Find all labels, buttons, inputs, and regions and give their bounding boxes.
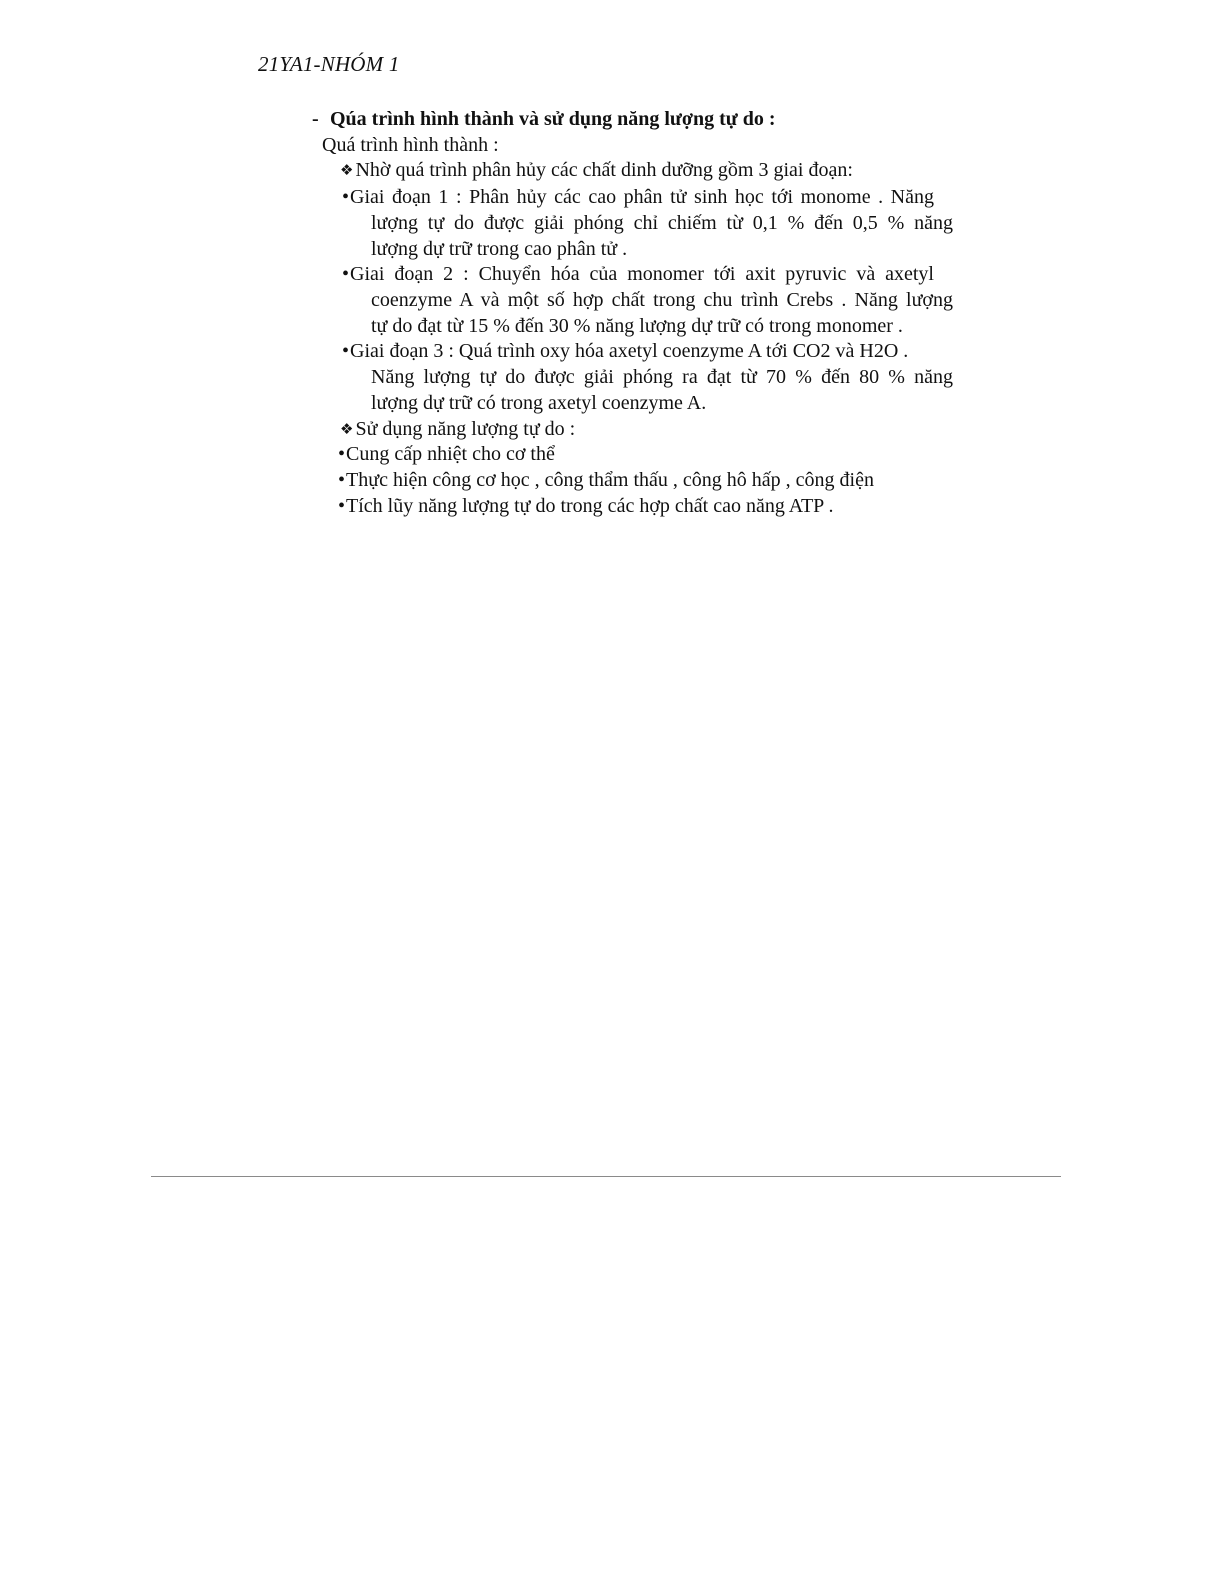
bullet-dot-icon: • [338, 495, 346, 517]
stage-3-text-1: Giai đoạn 3 : Quá trình oxy hóa axetyl coenzyme A tới CO2 và H2O . [350, 340, 909, 362]
bullet-dot-icon: • [342, 263, 350, 285]
formation-intro [340, 157, 853, 184]
bullet-dot-icon: • [338, 469, 346, 491]
stage-1-line-1 [342, 184, 934, 210]
stage-2-text-1: Giai đoạn 2 : Chuyển hóa của monomer tới axit pyruvic và axetyl [350, 263, 934, 285]
formation-intro-text: Nhờ quá trình phân hủy các chất dinh dưỡng gồm 3 giai đoạn: [355, 159, 853, 181]
diamond-bullet-icon: ❖ [340, 420, 354, 438]
page-break-divider [151, 1176, 1061, 1177]
page-header: 21YA1-NHÓM 1 [258, 52, 400, 76]
stage-3-line-3: lượng dự trữ có trong axetyl coenzyme A. [371, 392, 707, 414]
usage-item-1-text: Cung cấp nhiệt cho cơ thể [346, 443, 555, 465]
bullet-dot-icon: • [342, 340, 350, 362]
usage-intro [340, 416, 575, 443]
section-title-text: Qúa trình hình thành và sử dụng năng lượng tự do : [330, 108, 776, 130]
stage-2-line-1 [342, 261, 934, 287]
stage-3-line-1 [342, 338, 908, 364]
stage-3-line-2: Năng lượng tự do được giải phóng ra đạt từ 70 % đến 80 % năng [371, 366, 953, 388]
stage-2-line-3: tự do đạt từ 15 % đến 30 % năng lượng dự trữ có trong monomer . [371, 315, 903, 337]
diamond-bullet-icon: ❖ [340, 161, 354, 179]
usage-intro-text: Sử dụng năng lượng tự do : [355, 418, 576, 440]
usage-item-2 [338, 467, 874, 493]
usage-item-3-text: Tích lũy năng lượng tự do trong các hợp chất cao năng ATP . [346, 495, 834, 517]
bullet-dot-icon: • [342, 186, 350, 208]
stage-1-text-1: Giai đoạn 1 : Phân hủy các cao phân tử sinh học tới monome . Năng [350, 186, 934, 208]
stage-1-line-3: lượng dự trữ trong cao phân tử . [371, 238, 628, 260]
usage-item-2-text: Thực hiện công cơ học , công thẩm thấu , công hô hấp , công điện [346, 469, 874, 491]
usage-item-3 [338, 493, 834, 519]
usage-item-1 [338, 441, 555, 467]
stage-1-line-2: lượng tự do được giải phóng chỉ chiếm từ 0,1 % đến 0,5 % năng [371, 212, 953, 234]
section-dash: - [312, 108, 319, 130]
stage-2-line-2: coenzyme A và một số hợp chất trong chu trình Crebs . Năng lượng [371, 289, 953, 311]
bullet-dot-icon: • [338, 443, 346, 465]
section-title [312, 106, 776, 132]
subheading-formation: Quá trình hình thành : [322, 134, 499, 156]
